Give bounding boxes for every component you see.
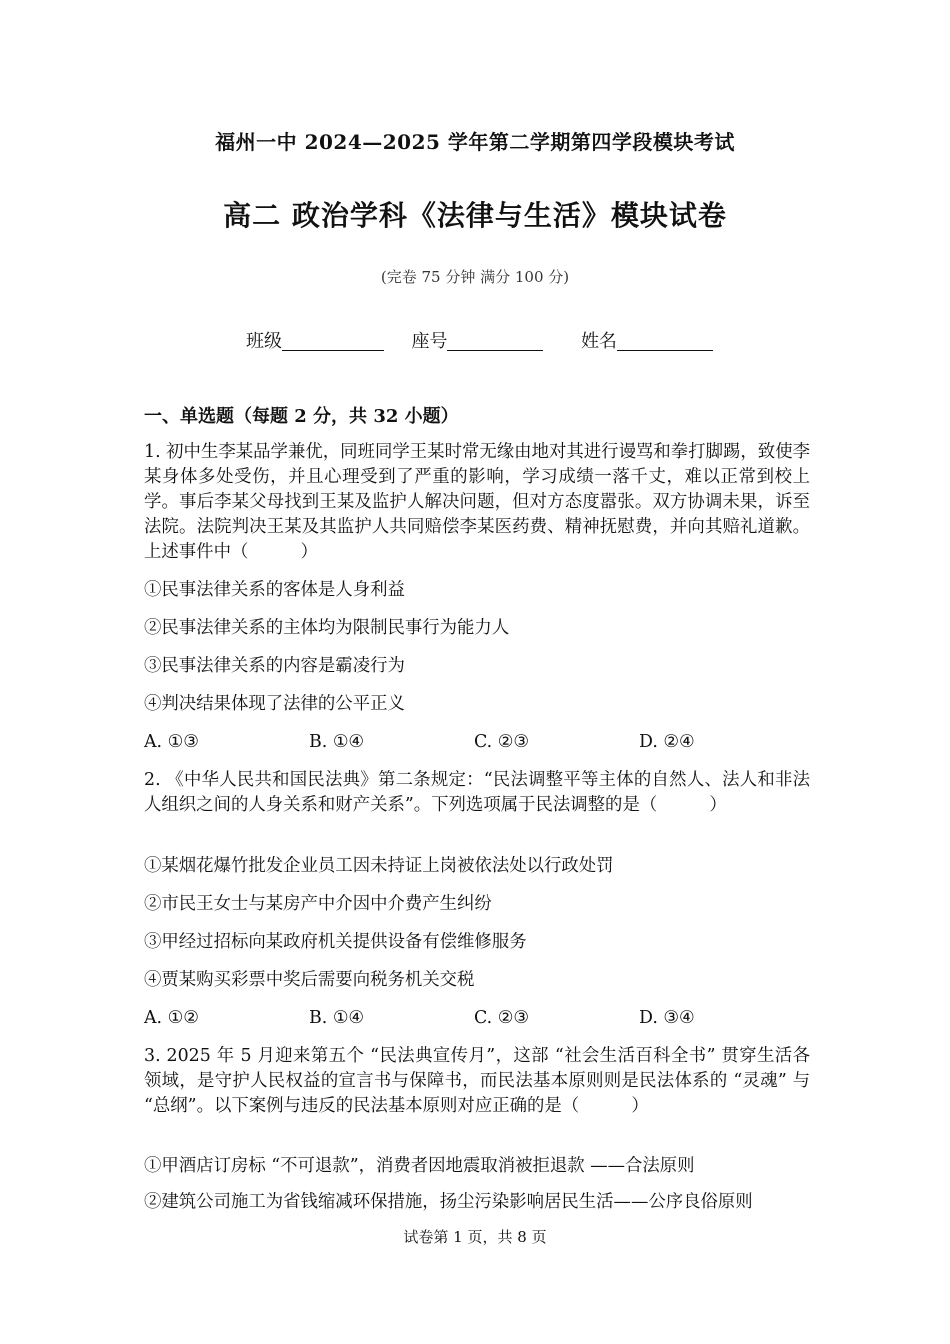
choice-a[interactable]: A. ①③ — [144, 732, 199, 752]
choice-c[interactable]: C. ②③ — [474, 1008, 529, 1028]
question-option: ②建筑公司施工为省钱缩减环保措施，扬尘污染影响居民生活——公序良俗原则 — [144, 1192, 753, 1212]
question-option: ①甲酒店订房标 “不可退款”，消费者因地震取消被拒退款 ——合法原则 — [144, 1156, 695, 1176]
name-blank[interactable] — [617, 330, 713, 351]
question-option: ③甲经过招标向某政府机关提供设备有偿维修服务 — [144, 932, 527, 952]
question-option: ①民事法律关系的客体是人身利益 — [144, 580, 405, 600]
question-option: ③民事法律关系的内容是霸凌行为 — [144, 656, 405, 676]
choice-a[interactable]: A. ①② — [144, 1008, 199, 1028]
choice-d[interactable]: D. ③④ — [639, 1008, 695, 1028]
class-blank[interactable] — [282, 330, 384, 351]
section-heading: 一、单选题（每题 2 分，共 32 小题） — [144, 406, 459, 427]
choice-c[interactable]: C. ②③ — [474, 732, 529, 752]
question-option: ④贾某购买彩票中奖后需要向税务机关交税 — [144, 970, 475, 990]
question-stem: 3. 2025 年 5 月迎来第五个 “民法典宣传月”，这部 “社会生活百科全书” 贯穿生活各领域，是守护人民权益的宣言书与保障书，而民法基本原则则是民法体系的 “灵魂” 与 “总纲”。以下案例与违反的民法基本原则对应正确的是（ ） — [144, 1046, 810, 1116]
class-label: 班级 — [246, 331, 282, 352]
question-option: ①某烟花爆竹批发企业员工因未持证上岗被依法处以行政处罚 — [144, 856, 614, 876]
school-exam-line: 福州一中 2024—2025 学年第二学期第四学段模块考试 — [215, 130, 735, 154]
seat-label: 座号 — [411, 331, 448, 352]
page-footer: 试卷第 1 页，共 8 页 — [403, 1228, 547, 1246]
question-option: ④判决结果体现了法律的公平正义 — [144, 694, 405, 714]
question-stem: 2. 《中华人民共和国民法典》第二条规定：“民法调整平等主体的自然人、法人和非法人组织之间的人身关系和财产关系”。下列选项属于民法调整的是（ ） — [144, 770, 810, 815]
exam-duration: (完卷 75 分钟 满分 100 分) — [380, 268, 570, 286]
choice-b[interactable]: B. ①④ — [309, 1008, 365, 1028]
seat-blank[interactable] — [447, 330, 543, 351]
question-option: ②市民王女士与某房产中介因中介费产生纠纷 — [144, 894, 492, 914]
question-option: ②民事法律关系的主体均为限制民事行为能力人 — [144, 618, 510, 638]
name-label: 姓名 — [580, 331, 617, 352]
paper-title: 高二 政治学科《法律与生活》模块试卷 — [223, 199, 727, 232]
question-stem: 1. 初中生李某品学兼优，同班同学王某时常无缘由地对其进行谩骂和拳打脚踢，致使李某身体多处受伤，并且心理受到了严重的影响，学习成绩一落千丈，难以正常到校上学。事后李某父母找到王某及监护人解决问题，但对方态度嚣张。双方协调未果，诉至法院。法院判决王某及其监护人共同赔偿李某医药费、精神抚慰费，并向其赔礼道歉。上述事件中（ ） — [144, 442, 810, 562]
student-info-line — [246, 327, 713, 353]
choice-b[interactable]: B. ①④ — [309, 732, 365, 752]
choice-d[interactable]: D. ②④ — [639, 732, 695, 752]
